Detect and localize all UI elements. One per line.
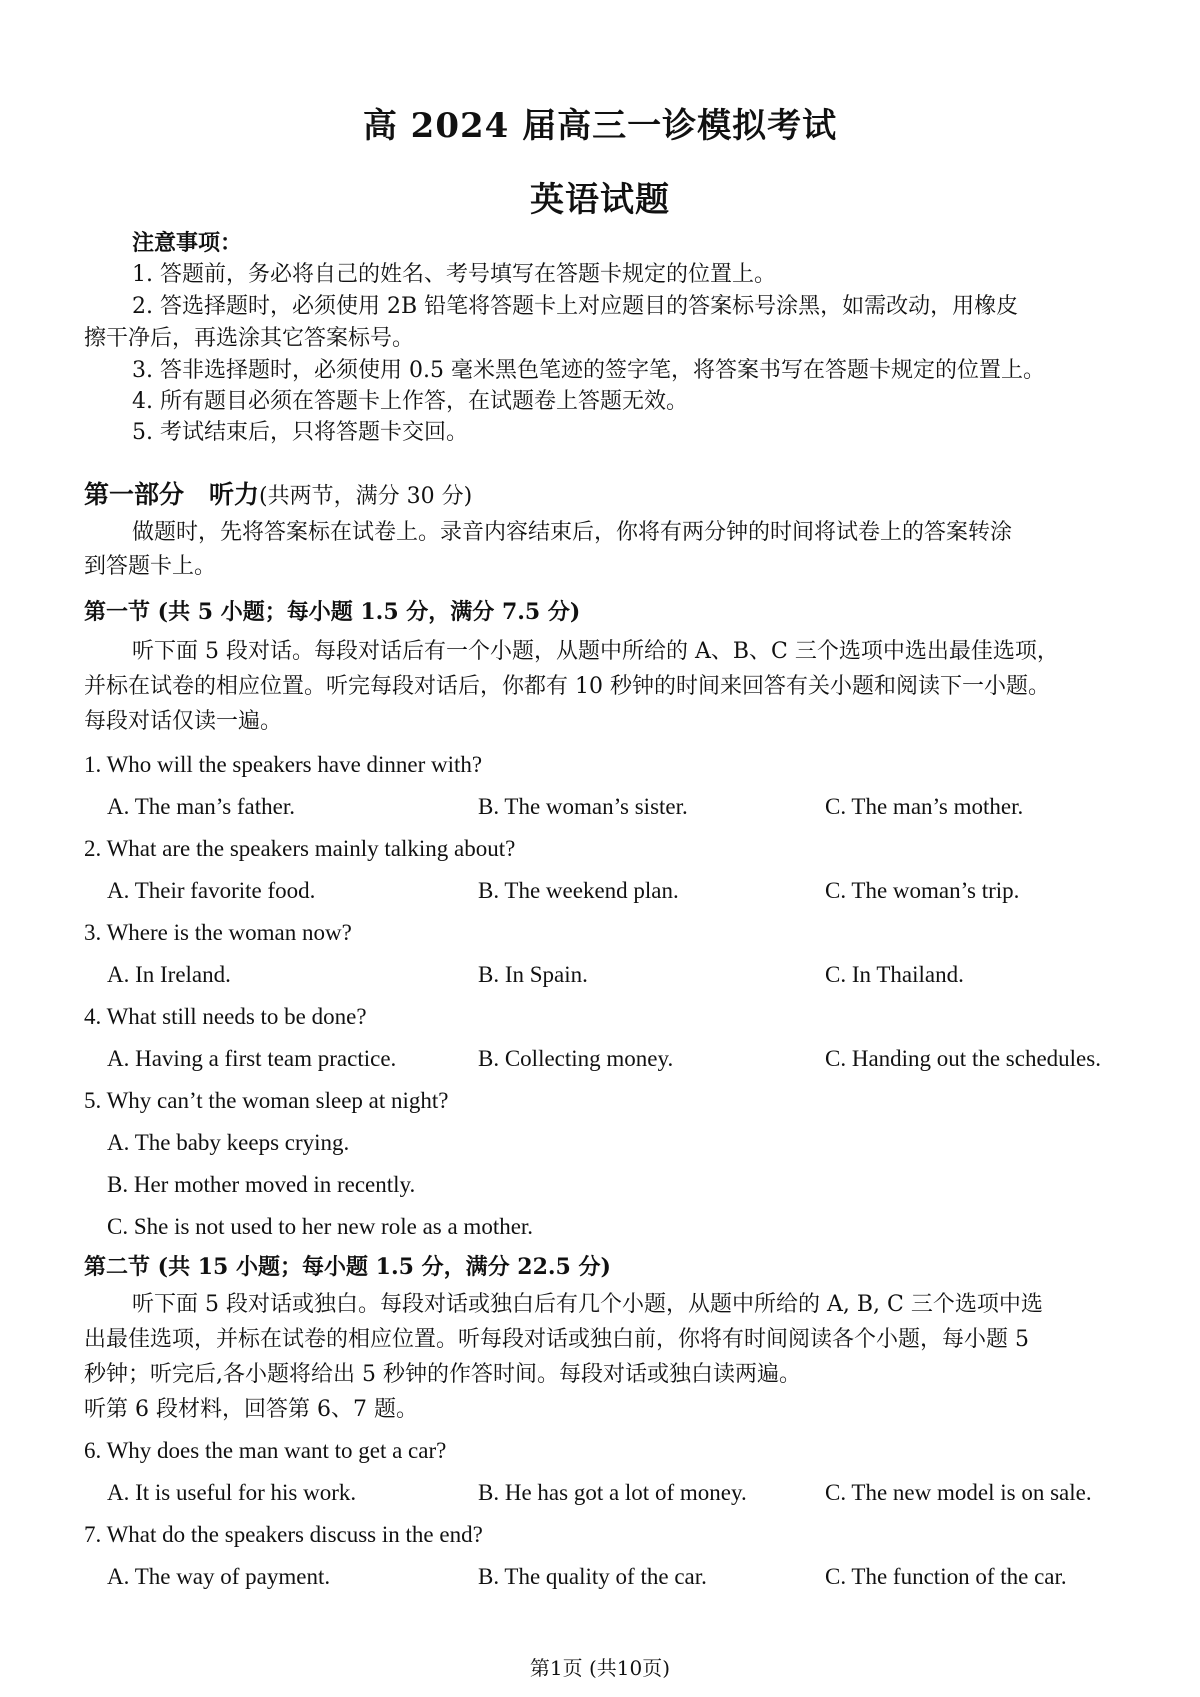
- section1-intro-cont: 并标在试卷的相应位置。听完每段对话后，你都有 10 秒钟的时间来回答有关小题和阅读下一小题。: [84, 674, 1050, 699]
- q5-option-a: A. The baby keeps crying.: [107, 1130, 350, 1155]
- notice-heading: 注意事项：: [132, 230, 243, 256]
- section2-intro-cont2: 秒钟；听完后,各小题将给出 5 秒钟的作答时间。每段对话或独白读两遍。: [84, 1362, 801, 1387]
- page-number: 第1页 (共10页): [529, 1656, 671, 1680]
- part1-heading-score: (共两节，满分 30 分): [259, 484, 473, 509]
- question-5: 5. Why can’t the woman sleep at night?: [84, 1088, 449, 1113]
- section1-intro-cont2: 每段对话仅读一遍。: [84, 709, 283, 734]
- q2-option-a: A. Their favorite food.: [107, 878, 316, 903]
- question-2: 2. What are the speakers mainly talking about?: [84, 836, 516, 861]
- q5-option-b: B. Her mother moved in recently.: [107, 1172, 416, 1197]
- notice-item-5: 5. 考试结束后，只将答题卡交回。: [132, 420, 468, 445]
- q1-option-b: B. The woman’s sister.: [478, 794, 688, 819]
- notice-item-2: 2. 答选择题时，必须使用 2B 铅笔将答题卡上对应题目的答案标号涂黑，如需改动，用橡皮: [132, 294, 1019, 319]
- q3-option-b: B. In Spain.: [478, 962, 588, 987]
- notice-item-1: 1. 答题前，务必将自己的姓名、考号填写在答题卡规定的位置上。: [132, 262, 776, 287]
- question-7: 7. What do the speakers discuss in the end?: [84, 1522, 483, 1547]
- section2-intro: 听下面 5 段对话或独白。每段对话或独白后有几个小题，从题中所给的 A, B, C 三个选项中选: [132, 1292, 1043, 1317]
- q4-option-b: B. Collecting money.: [478, 1046, 674, 1071]
- q7-option-c: C. The function of the car.: [825, 1564, 1067, 1589]
- part1-intro: 做题时，先将答案标在试卷上。录音内容结束后，你将有两分钟的时间将试卷上的答案转涂: [132, 520, 1013, 545]
- exam-title: 高 2024 届高三一诊模拟考试: [362, 106, 838, 146]
- notice-item-3: 3. 答非选择题时，必须使用 0.5 毫米黑色笔迹的签字笔，将答案书写在答题卡规定的位置上。: [132, 358, 1045, 383]
- section2-heading: 第二节 (共 15 小题；每小题 1.5 分，满分 22.5 分): [84, 1254, 611, 1280]
- q2-option-b: B. The weekend plan.: [478, 878, 679, 903]
- question-3: 3. Where is the woman now?: [84, 920, 352, 945]
- q4-option-a: A. Having a first team practice.: [107, 1046, 397, 1071]
- material-6-heading: 听第 6 段材料，回答第 6、7 题。: [84, 1397, 418, 1422]
- notice-item-2-cont: 擦干净后，再选涂其它答案标号。: [84, 326, 415, 351]
- q4-option-c: C. Handing out the schedules.: [825, 1046, 1101, 1071]
- section1-intro: 听下面 5 段对话。每段对话后有一个小题，从题中所给的 A、B、C 三个选项中选出最佳选项，: [132, 639, 1059, 664]
- exam-subtitle: 英语试题: [530, 180, 670, 220]
- q6-option-a: A. It is useful for his work.: [107, 1480, 357, 1505]
- question-4: 4. What still needs to be done?: [84, 1004, 367, 1029]
- q6-option-b: B. He has got a lot of money.: [478, 1480, 747, 1505]
- q6-option-c: C. The new model is on sale.: [825, 1480, 1092, 1505]
- q3-option-c: C. In Thailand.: [825, 962, 964, 987]
- q3-option-a: A. In Ireland.: [107, 962, 231, 987]
- q1-option-a: A. The man’s father.: [107, 794, 295, 819]
- part1-heading: [84, 480, 472, 512]
- q2-option-c: C. The woman’s trip.: [825, 878, 1020, 903]
- notice-item-4: 4. 所有题目必须在答题卡上作答，在试题卷上答题无效。: [132, 389, 688, 414]
- q5-option-c: C. She is not used to her new role as a mother.: [107, 1214, 534, 1239]
- q1-option-c: C. The man’s mother.: [825, 794, 1024, 819]
- part1-heading-title: 第一部分 听力: [84, 480, 260, 509]
- part1-intro-cont: 到答题卡上。: [84, 554, 217, 579]
- question-1: 1. Who will the speakers have dinner with?: [84, 752, 483, 777]
- section1-heading: 第一节 (共 5 小题；每小题 1.5 分，满分 7.5 分): [84, 599, 581, 625]
- section2-intro-cont: 出最佳选项，并标在试卷的相应位置。听每段对话或独白前，你将有时间阅读各个小题，每小题 5: [84, 1327, 1029, 1352]
- q7-option-b: B. The quality of the car.: [478, 1564, 707, 1589]
- q7-option-a: A. The way of payment.: [107, 1564, 331, 1589]
- question-6: 6. Why does the man want to get a car?: [84, 1438, 447, 1463]
